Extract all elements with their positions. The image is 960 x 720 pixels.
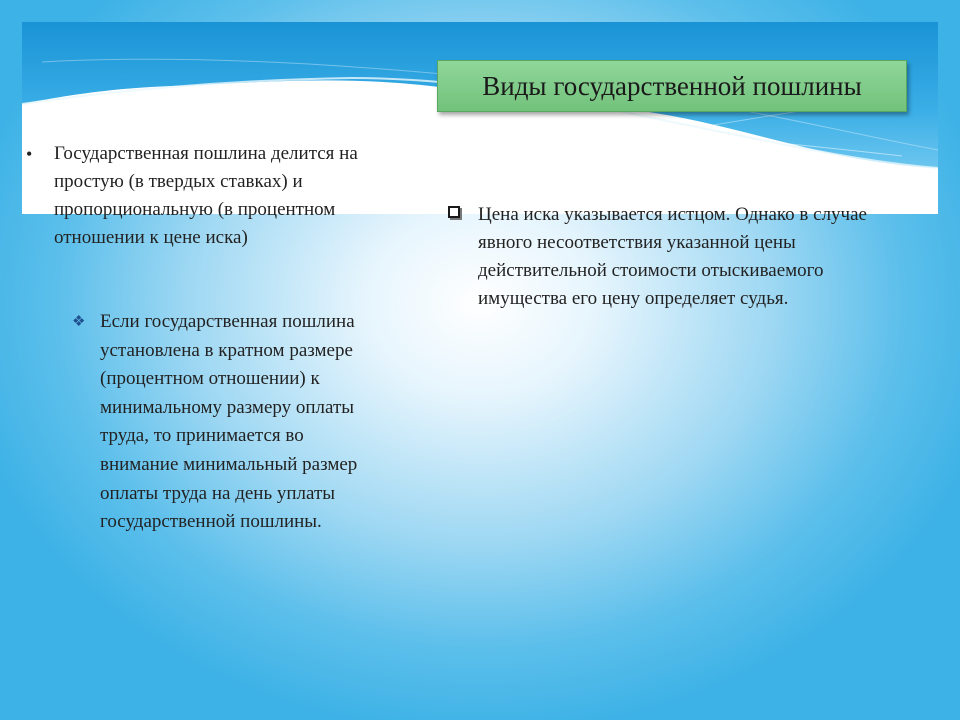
left-bullet [26, 140, 422, 252]
right-bullet [448, 201, 918, 313]
checkbox-bullet-icon [448, 201, 478, 218]
sub-bullet [72, 308, 372, 537]
slide-title: Виды государственной пошлины [482, 70, 862, 101]
slide-title-box [437, 60, 907, 112]
diamond-bullet-icon: ❖ [72, 314, 86, 330]
bullet-dot-icon: • [26, 144, 33, 164]
sub-bullet-text: Если государственная пошлина установлена в кратном размере (процентном отношении) к минимальному размеру оплаты труда, то принимается во внимание минимальный размер оплаты труда на день уплаты государственной пошлины. [100, 311, 358, 533]
right-bullet-text: Цена иска указывается истцом. Однако в случае явного несоответствия указанной цены действительной стоимости отыскиваемого имущества его цену определяет судья. [478, 204, 867, 309]
left-bullet-text: Государственная пошлина делится на простую (в твердых ставках) и пропорциональную (в процентном отношении к цене иска) [54, 143, 358, 248]
